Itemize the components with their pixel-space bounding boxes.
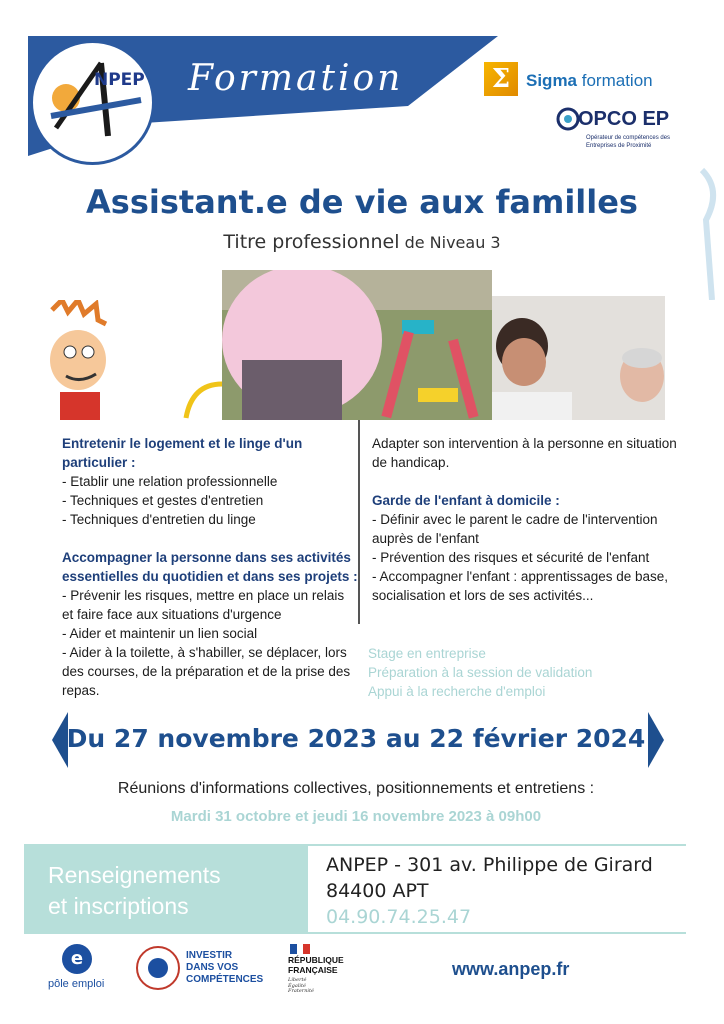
address-line-1: ANPEP - 301 av. Philippe de Girard	[326, 854, 653, 876]
sigma-icon: Σ	[484, 62, 518, 96]
list-item: Stage en entreprise	[368, 646, 486, 661]
investir-label: INVESTIR DANS VOS COMPÉTENCES	[186, 950, 264, 985]
child-drawing-hair-image	[182, 378, 226, 422]
reunions-text: Réunions d'informations collectives, positionnements et entretiens :	[117, 780, 595, 797]
training-dates: Du 27 novembre 2023 au 22 février 2024	[66, 724, 646, 753]
section-heading-logement: Entretenir le logement et le linge d'un particulier :	[62, 436, 303, 470]
formation-label: Formation	[188, 58, 404, 99]
list-item: - Prévenir les risques, mettre en place un relais et faire face aux situations d'urgence	[62, 588, 345, 622]
pole-emploi-logo	[48, 944, 108, 994]
page-title: Assistant.e de vie aux familles	[86, 183, 638, 221]
phone-number[interactable]: 04.90.74.25.47	[326, 906, 472, 928]
list-item: - Définir avec le parent le cadre de l'intervention auprès de l'enfant	[372, 512, 658, 546]
list-item: - Accompagner l'enfant : apprentissages de base, socialisation et lors de ses activités...	[372, 569, 669, 603]
list-item: - Techniques d'entretien du linge	[62, 512, 256, 527]
list-item: - Techniques et gestes d'entretien	[62, 493, 264, 508]
investir-logo-icon	[148, 958, 168, 978]
info-label: Renseignements et inscriptions	[48, 862, 221, 919]
list-item: Préparation à la session de validation	[368, 665, 593, 680]
page-subtitle: Titre professionnel de Niveau 3	[223, 231, 501, 253]
anpep-logo-text: NPEP	[94, 70, 145, 90]
opco-logo: OPCO EP	[578, 108, 670, 130]
caregiver-elderly-photo	[492, 296, 665, 420]
reunion-dates: Mardi 31 octobre et jeudi 16 novembre 2023 à 09h00	[170, 808, 542, 825]
republique-francaise-flag-icon	[290, 944, 310, 954]
decorative-figure	[692, 160, 724, 300]
list-item: - Aider et maintenir un lien social	[62, 626, 258, 641]
column-divider	[358, 420, 360, 624]
list-item: - Etablir une relation professionnelle	[62, 474, 278, 489]
opco-subtitle: Opérateur de compétences des Entreprises de Proximité	[586, 135, 671, 149]
list-item: - Prévention des risques et sécurité de l'enfant	[372, 550, 650, 565]
handicap-text: Adapter son intervention à la personne en situation de handicap.	[372, 436, 677, 470]
pole-emploi-label: pôle emploi	[48, 978, 105, 990]
extra-modules-list	[368, 644, 668, 701]
republique-francaise-label: RÉPUBLIQUE FRANÇAISE	[288, 955, 344, 975]
left-column	[62, 434, 358, 700]
section-heading-garde-enfant: Garde de l'enfant à domicile :	[372, 493, 560, 508]
section-heading-accompagner: Accompagner la personne dans ses activités essentielles du quotidien et dans ses projets :	[62, 550, 358, 584]
child-playground-photo	[222, 270, 492, 420]
right-column	[372, 434, 682, 605]
list-item: - Aider à la toilette, à s'habiller, se déplacer, lors des courses, de la préparation et de la prise des repas.	[62, 645, 351, 698]
child-drawing-image	[48, 300, 120, 420]
pole-emploi-icon: e	[62, 944, 92, 974]
list-item: Appui à la recherche d'emploi	[368, 684, 546, 699]
republique-francaise-motto: Liberté Égalité Fraternité	[288, 977, 314, 994]
sigma-formation-logo: Sigma formation	[526, 71, 653, 90]
address-line-2: 84400 APT	[326, 880, 429, 902]
website-link[interactable]: www.anpep.fr	[452, 959, 570, 979]
